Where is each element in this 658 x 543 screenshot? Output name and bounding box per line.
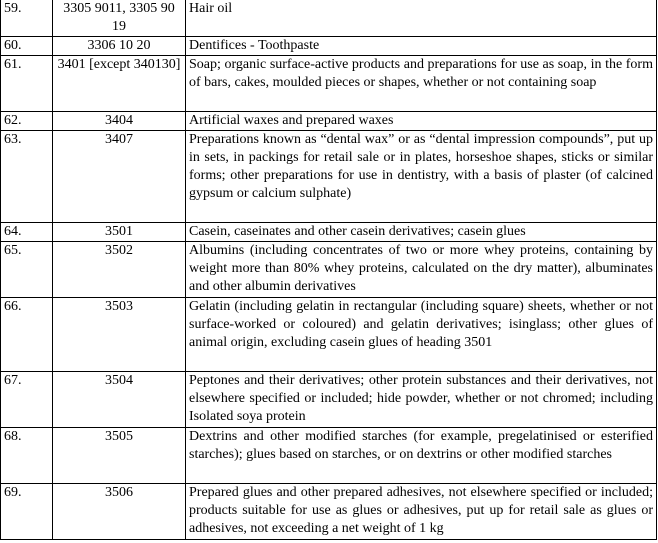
- hsn-code-cell: 3306 10 20: [53, 37, 186, 56]
- serial-number-cell: 66.: [1, 298, 53, 372]
- serial-number-cell: 64.: [1, 223, 53, 242]
- table-row: [1, 428, 657, 484]
- table-row: [1, 131, 657, 223]
- hsn-code-cell: 3502: [53, 242, 186, 298]
- table-row: [1, 372, 657, 428]
- serial-number-cell: 63.: [1, 131, 53, 223]
- table-row: [1, 56, 657, 112]
- description-cell: Preparations known as “dental wax” or as “dental impression compounds”, put up in sets, in packings for retail sale or in plates, horseshoe shapes, sticks or similar forms; other preparations for use in dentistry, with a basis of plaster (of calcined gypsum or calcium sulphate): [186, 131, 657, 223]
- serial-number-cell: 60.: [1, 37, 53, 56]
- serial-number-cell: 61.: [1, 56, 53, 112]
- description-cell: Soap; organic surface-active products and preparations for use as soap, in the form of bars, cakes, moulded pieces or shapes, whether or not containing soap: [186, 56, 657, 112]
- description-cell: Hair oil: [186, 0, 657, 37]
- hsn-code-cell: 3506: [53, 484, 186, 540]
- serial-number-cell: 68.: [1, 428, 53, 484]
- table-row: [1, 223, 657, 242]
- hsn-code-cell: 3504: [53, 372, 186, 428]
- table-row: [1, 484, 657, 540]
- serial-number-cell: 65.: [1, 242, 53, 298]
- table-row: [1, 37, 657, 56]
- hsn-code-cell: 3407: [53, 131, 186, 223]
- hsn-code-cell: 3401 [except 340130]: [53, 56, 186, 112]
- description-cell: Peptones and their derivatives; other protein substances and their derivatives, not elsewhere specified or included; hide powder, whether or not chromed; including Isolated soya protein: [186, 372, 657, 428]
- hsn-code-cell: 3505: [53, 428, 186, 484]
- serial-number-cell: 62.: [1, 112, 53, 131]
- hsn-code-cell: 3305 9011, 3305 90 19: [53, 0, 186, 37]
- table-row: [1, 242, 657, 298]
- description-cell: Artificial waxes and prepared waxes: [186, 112, 657, 131]
- hsn-code-cell: 3404: [53, 112, 186, 131]
- description-cell: Casein, caseinates and other casein derivatives; casein glues: [186, 223, 657, 242]
- serial-number-cell: 59.: [1, 0, 53, 37]
- table-row: [1, 0, 657, 37]
- hsn-code-cell: 3501: [53, 223, 186, 242]
- hsn-code-cell: 3503: [53, 298, 186, 372]
- table-row: [1, 298, 657, 372]
- table-row: [1, 112, 657, 131]
- description-cell: Gelatin (including gelatin in rectangular (including square) sheets, whether or not surface-worked or coloured) and gelatin derivatives; isinglass; other glues of animal origin, excluding casein glues of heading 3501: [186, 298, 657, 372]
- description-cell: Prepared glues and other prepared adhesives, not elsewhere specified or included; products suitable for use as glues or adhesives, put up for retail sale as glues or adhesives, not exceeding a net weight of 1 kg: [186, 484, 657, 540]
- serial-number-cell: 67.: [1, 372, 53, 428]
- description-cell: Dentifices - Toothpaste: [186, 37, 657, 56]
- serial-number-cell: 69.: [1, 484, 53, 540]
- tariff-table-body: [1, 0, 657, 540]
- description-cell: Dextrins and other modified starches (for example, pregelatinised or esterified starches); glues based on starches, or on dextrins or other modified starches: [186, 428, 657, 484]
- description-cell: Albumins (including concentrates of two or more whey proteins, containing by weight more than 80% whey proteins, calculated on the dry matter), albuminates and other albumin derivatives: [186, 242, 657, 298]
